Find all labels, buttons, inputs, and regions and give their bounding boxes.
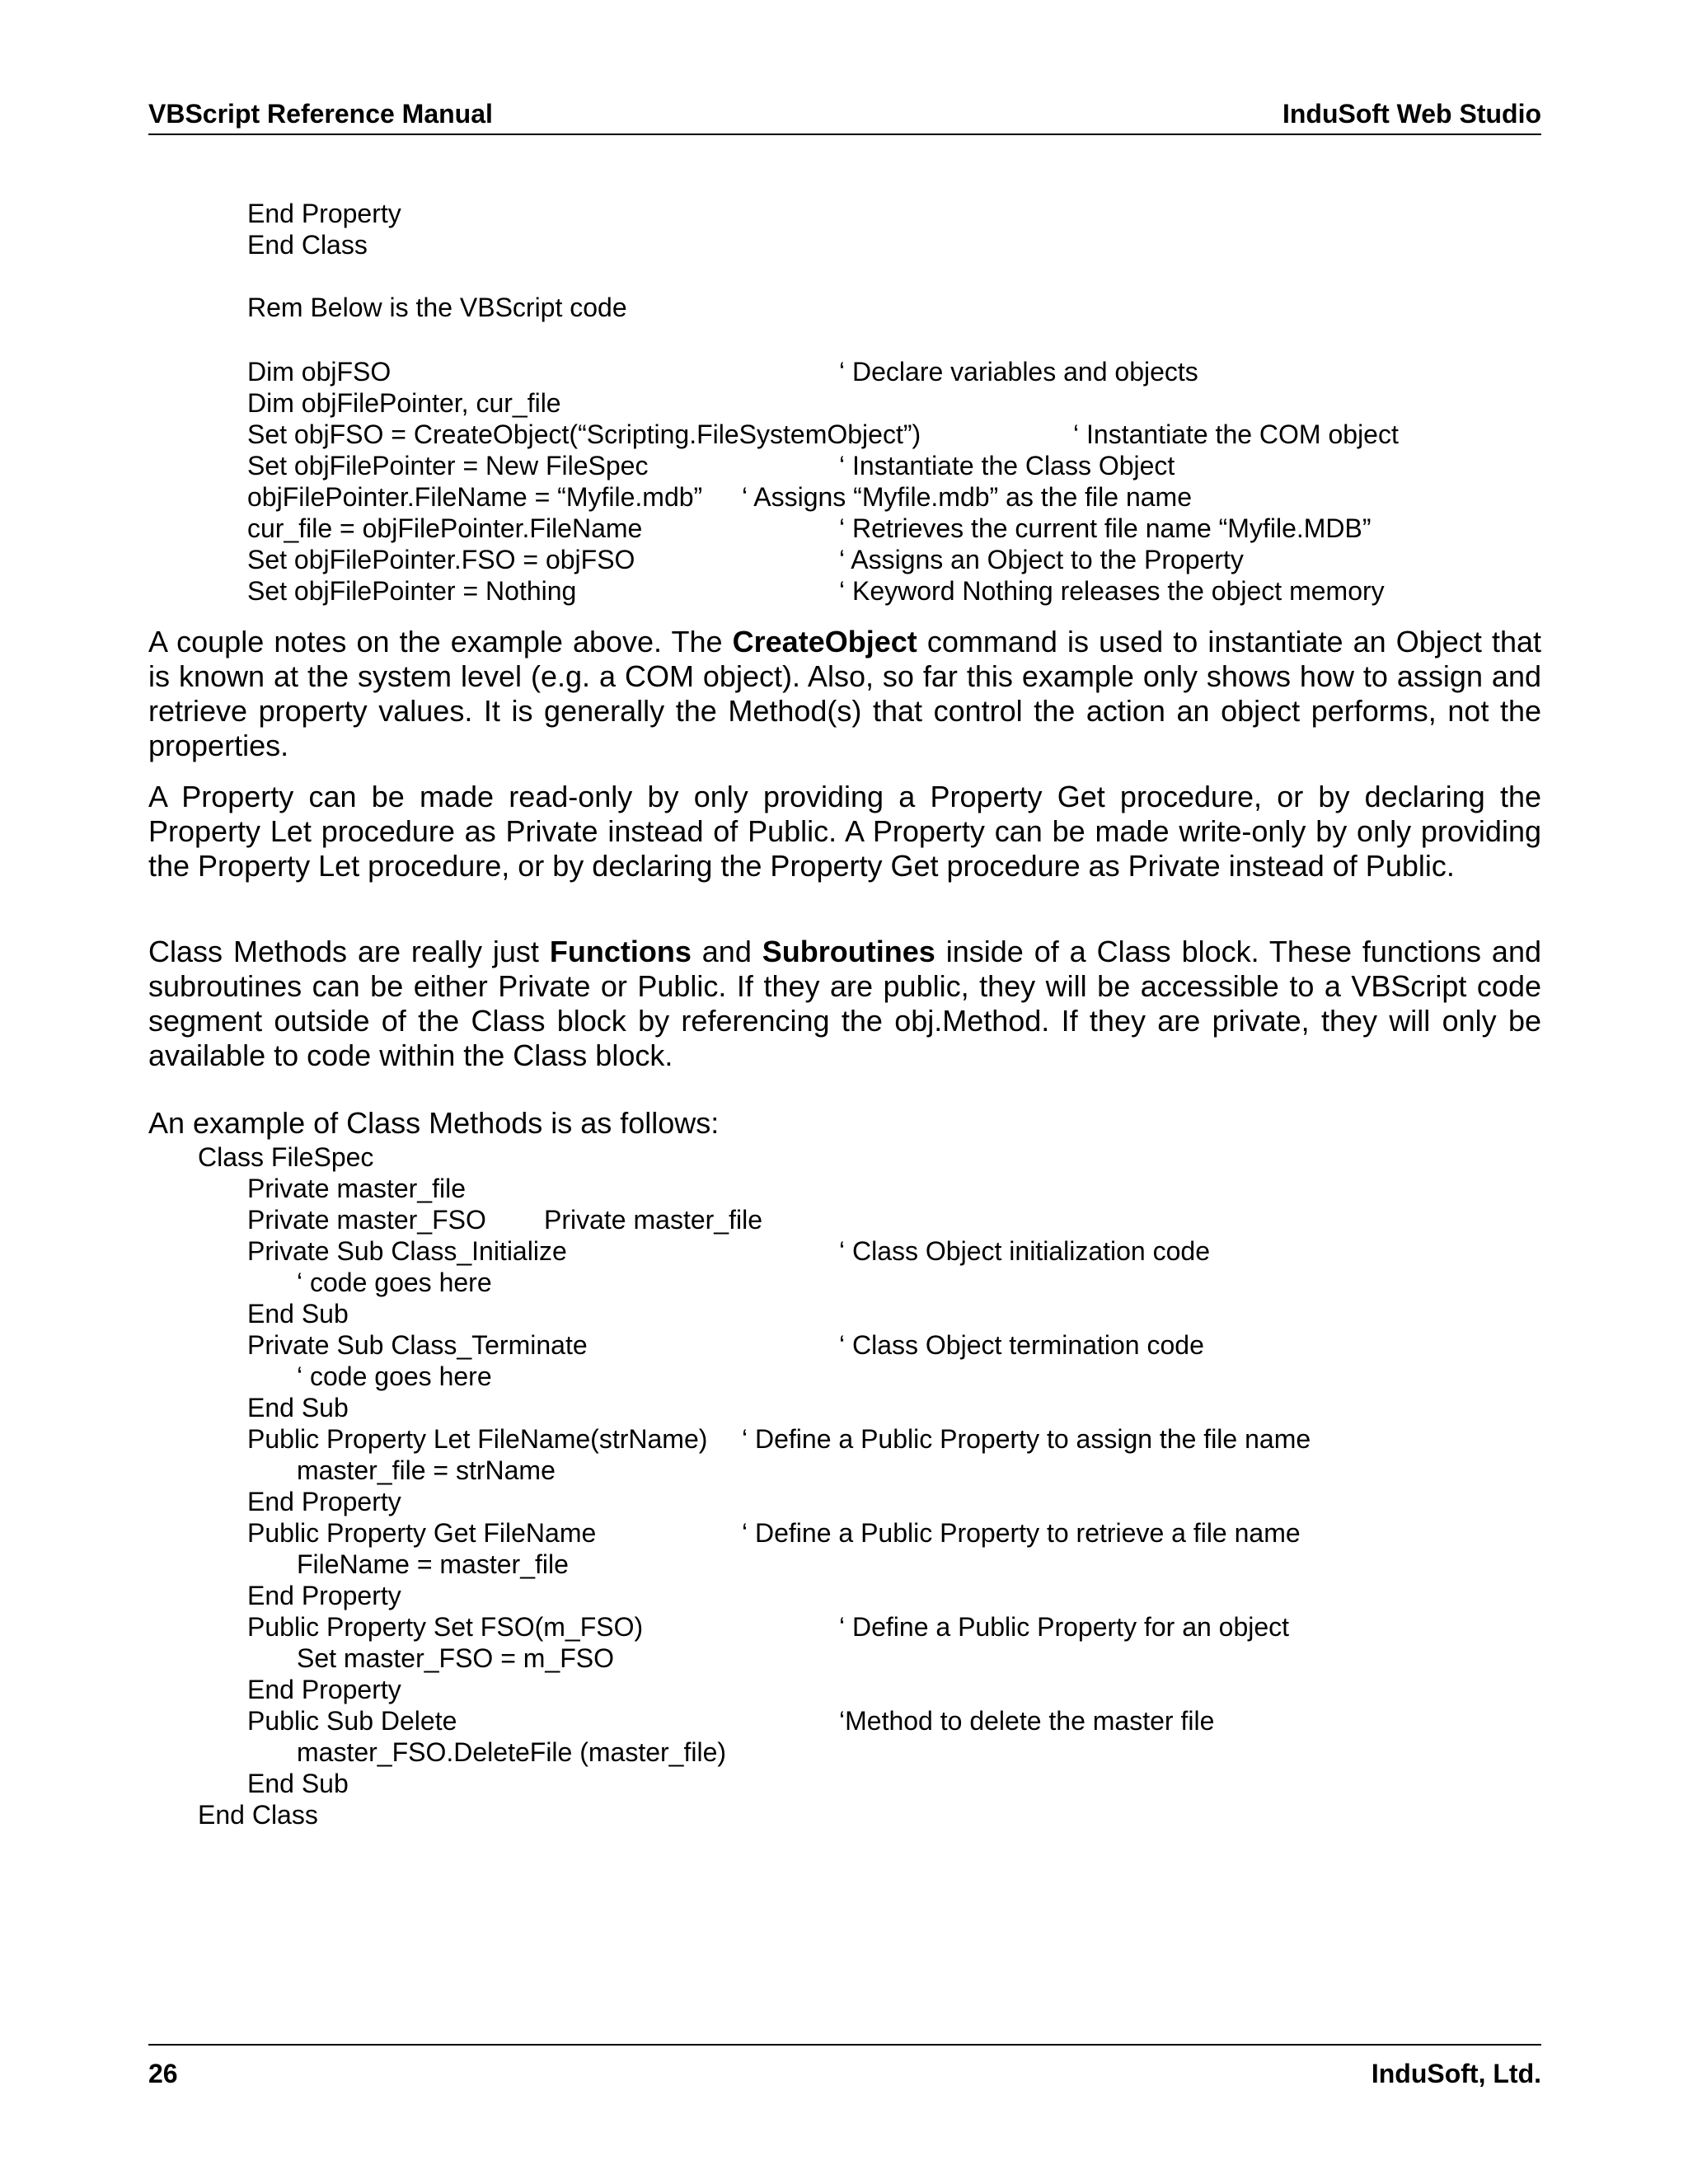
code-comment: ‘ Instantiate the COM object (1073, 419, 1399, 449)
keyword-createobject: CreateObject (732, 625, 917, 658)
code-comment: ‘ Instantiate the Class Object (839, 451, 1175, 480)
code-line: End Property (247, 199, 401, 228)
code-line: End Property (247, 1581, 401, 1610)
code-comment: ‘ Declare variables and objects (839, 357, 1198, 387)
code-comment: ‘ Class Object termination code (839, 1330, 1204, 1360)
code-line: Set objFilePointer = Nothing (247, 576, 577, 606)
code-line: Dim objFSO (247, 357, 392, 387)
code-line: Private Sub Class_Initialize (247, 1236, 567, 1266)
code-line: objFilePointer.FileName = “Myfile.mdb” (247, 482, 703, 512)
code-comment: ‘ Assigns an Object to the Property (839, 545, 1244, 574)
code-line: Set master_FSO = m_FSO (297, 1643, 614, 1673)
code-line: End Property (247, 1487, 401, 1516)
code-line: Public Property Let FileName(strName) (247, 1424, 708, 1454)
header-product-name: InduSoft Web Studio (1282, 99, 1541, 129)
code-comment: ‘ Keyword Nothing releases the object memory (839, 576, 1385, 606)
code-line: End Sub (247, 1299, 349, 1329)
code-line: cur_file = objFilePointer.FileName (247, 513, 643, 543)
code-line: Public Property Get FileName (247, 1518, 597, 1548)
code-line: FileName = master_file (297, 1549, 569, 1579)
code-comment: ‘ Define a Public Property to assign the file name (742, 1424, 1311, 1454)
paragraph-property-access: A Property can be made read-only by only providing a Property Get procedure, or by declaring the Property Let procedure as Private instead of Public. A Property can be made write-only by only providing the Property Let procedure, or by declaring the Property Get procedure as Private instead of Public. (148, 780, 1541, 883)
code-line: Private master_FSO (247, 1205, 486, 1235)
footer-company: InduSoft, Ltd. (1371, 2059, 1541, 2088)
code-line: End Sub (247, 1769, 349, 1798)
code-line: Public Sub Delete (247, 1706, 457, 1736)
paragraph-text: and (691, 935, 762, 968)
code-comment: ‘ Define a Public Property to retrieve a file name (742, 1518, 1301, 1548)
code-line: Rem Below is the VBScript code (247, 293, 627, 322)
header-manual-title: VBScript Reference Manual (148, 99, 493, 129)
code-line: master_FSO.DeleteFile (master_file) (297, 1737, 727, 1767)
code-line: Private Sub Class_Terminate (247, 1330, 588, 1360)
code-line: ‘ code goes here (297, 1361, 492, 1391)
code-comment: ‘ Assigns “Myfile.mdb” as the file name (742, 482, 1192, 512)
code-line: ‘ code goes here (297, 1268, 492, 1297)
paragraph-createobject-notes (148, 625, 1541, 763)
code-line: Set objFilePointer.FSO = objFSO (247, 545, 635, 574)
code-comment: ‘ Retrieves the current file name “Myfile.MDB” (839, 513, 1372, 543)
code-comment: ‘ Define a Public Property for an object (839, 1612, 1290, 1642)
code-line: End Class (198, 1800, 318, 1830)
code-line: master_file = strName (297, 1455, 556, 1485)
paragraph-text: Class Methods are really just (148, 935, 550, 968)
code-line: End Property (247, 1675, 401, 1704)
code-comment: ‘ Class Object initialization code (839, 1236, 1210, 1266)
code-line: End Class (247, 230, 368, 260)
code-line: Set objFilePointer = New FileSpec (247, 451, 649, 480)
code-line: Set objFSO = CreateObject(“Scripting.FileSystemObject”) (247, 419, 921, 449)
keyword-functions: Functions (549, 935, 692, 968)
example-intro: An example of Class Methods is as follows: (148, 1106, 720, 1140)
paragraph-text: inside of a Class block. These functions and subroutines can be either Private or Public. If they are public, they will be accessible to a VBScript code segment outside of the Class block by referencing the obj.Method. If they are private, they will only be available to code within the Class block. (148, 935, 1541, 1072)
code-comment: ‘Method to delete the master file (839, 1706, 1215, 1736)
paragraph-class-methods (148, 935, 1541, 1073)
paragraph-text: command is used to instantiate an Object that is known at the system level (e.g. a COM object). Also, so far this example only shows how to assign and retrieve property values. It is generally the Method(s) that control the action an object performs, not the properties. (148, 625, 1541, 762)
keyword-subroutines: Subroutines (762, 935, 935, 968)
code-line: Private master_file (544, 1205, 762, 1235)
page-number: 26 (148, 2059, 178, 2088)
code-line: Dim objFilePointer, cur_file (247, 388, 561, 418)
paragraph-text: A couple notes on the example above. The (148, 625, 733, 658)
page-footer (148, 2044, 1541, 2092)
code-line: Private master_file (247, 1174, 466, 1203)
code-line: Public Property Set FSO(m_FSO) (247, 1612, 644, 1642)
code-line: Class FileSpec (198, 1142, 374, 1172)
code-line: End Sub (247, 1393, 349, 1422)
page-header (148, 99, 1541, 135)
